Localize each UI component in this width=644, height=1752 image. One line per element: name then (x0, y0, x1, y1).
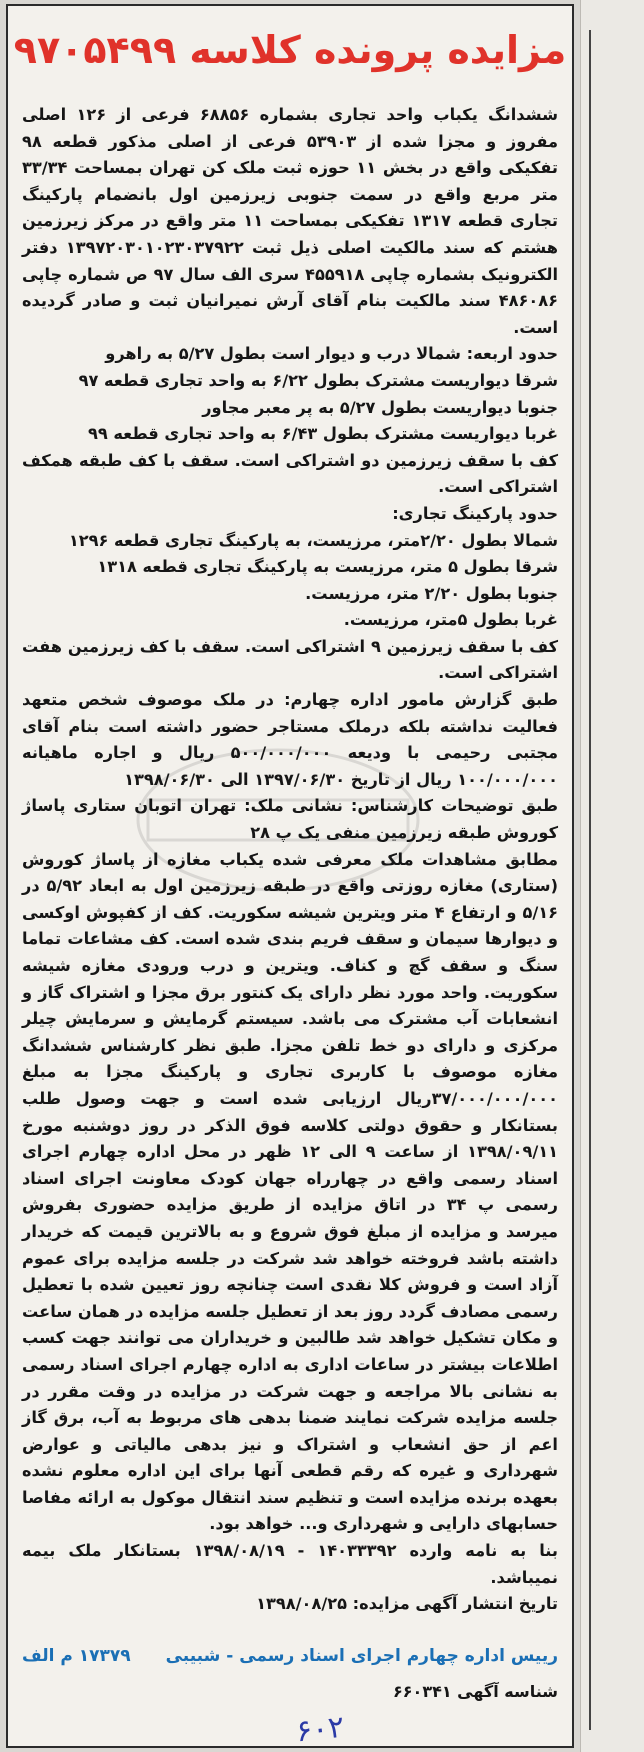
signature-authority: رییس اداره چهارم اجرای اسناد رسمی - شبیبی (165, 1646, 558, 1666)
property-description: ششدانگ یکباب واحد تجاری بشماره ۶۸۸۵۶ فرعی از ۱۲۶ اصلی مفروز و مجزا شده از ۵۳۹۰۳ فرعی از اصلی مذکور قطعه ۹۸ تفکیکی واقع در بخش ۱۱ حوزه ثبت ملک کن تهران بمساحت ۳۳/۳۴ متر مربع واقع در سمت جنوبی زیرزمین اول بانضمام پارکینگ تجاری قطعه ۱۳۱۷ تفکیکی بمساحت ۱۱ متر واقع در مرکز زیرزمین هشتم که سند مالکیت اصلی ذیل ثبت ۱۳۹۷۲۰۳۰۱۰۲۳۰۳۷۹۲۲ دفتر الکترونیک بشماره چاپی ۴۵۵۹۱۸ سری الف سال ۹۷ ص شماره چاپی ۴۸۶۰۸۶ سند مالکیت بنام آقای آرش نمیرانیان ثبت و صادر گردیده است. (22, 105, 558, 337)
expert-address: طبق توضیحات کارشناس: نشانی ملک: تهران اتوبان ستاری پاساژ کوروش طبقه زیرزمین منفی یک پ ۲۸ (22, 796, 558, 843)
ad-id: شناسه آگهی ۶۶۰۳۴۱ (393, 1682, 558, 1701)
parking-floor-note: کف با سقف زیرزمین ۹ اشتراکی است. سقف با کف زیرزمین هفت اشتراکی است. (22, 636, 558, 683)
parking-east: شرقا بطول ۵ متر، مرزیست به پارکینگ تجاری قطعه ۱۳۱۸ (97, 557, 558, 577)
officer-report: طبق گزارش مامور اداره چهارم: در ملک موصوف شخص متعهد فعالیت نداشته بلکه درملک مستاجر حضور داشته است بنام آقای مجتبی رحیمی با ودیعه ۵۰۰/۰۰۰/۰۰۰ ریال و اجاره ماهیانه ۱۰۰/۰۰۰/۰۰۰ ریال از تاریخ ۱۳۹۷/۰۶/۳۰ الی ۱۳۹۸/۰۶/۳۰ (22, 690, 558, 789)
publish-date: تاریخ انتشار آگهی مزایده: ۱۳۹۸/۰۸/۲۵ (256, 1594, 558, 1614)
boundary-west: غربا دیواریست مشترک بطول ۶/۴۳ به واحد تجاری قطعه ۹۹ (87, 424, 558, 444)
notice-title: مزایده پرونده کلاسه ۹۷۰۵۴۹۹ (13, 28, 567, 72)
floor-ceiling-note: کف با سقف زیرزمین دو اشتراکی است. سقف با کف طبقه همکف اشتراکی است. (22, 450, 558, 497)
parking-west: غربا بطول ۵متر، مرزیست. (343, 610, 558, 630)
handwritten-number: ۶۰۲ (294, 1709, 347, 1750)
signature-row (22, 1646, 558, 1666)
expert-description: مطابق مشاهدات ملک معرفی شده یکباب مغازه از پاساژ کوروش (ستاری) مغازه روزتی واقع در طبقه زیرزمین اول به ابعاد ۵/۹۲ در ۵/۱۶ و ارتفاع ۴ متر ویترین شیشه سکوریت. کف از کفپوش اوکسی و دیوارها سیمان و سقف فریم بندی شده است. کف مشاعات تماما سنگ و سقف گچ و کناف. ویترین و درب ورودی مغازه شیشه سکوریت. واحد مورد نظر دارای یک کنتور برق مجزا و اشتراک گاز و انشعابات آب مشترک می باشد. سیستم گرمایش و سرمایش چیلر مرکزی و دارای دو خط تلفن مجزا. طبق نظر کارشناس ششدانگ مغازه موصوف با کاربری تجاری و پارکینگ مجزا به مبلغ ۳۷/۰۰۰/۰۰۰/۰۰۰ریال ارزیابی شده است و جهت وصول طلب بستانکار و حقوق دولتی کلاسه فوق الذکر در روز دوشنبه مورخ ۱۳۹۸/۰۹/۱۱ از ساعت ۹ الی ۱۲ ظهر در محل اداره چهارم اجرای اسناد رسمی واقع در چهارراه جهان کودک معاونت اجرای اسناد رسمی پ ۳۴ در اتاق مزایده از طریق مزایده حضوری بفروش میرسد و مزایده از مبلغ فوق شروع و به بالاترین قیمت که خریدار داشته باشد فروخته خواهد شد شرکت در جلسه مزایده برای عموم آزاد است و فروش کلا نقدی است چنانچه روز تعیین شده با تعطیل رسمی مصادف گردد روز بعد از تعطیل جلسه مزایده در همان ساعت و مکان تشکیل خواهد شد طالبین و خریداران می توانند جهت کسب اطلاعات بیشتر در ساعات اداری به اداره چهارم اجرای اسناد رسمی به نشانی بالا مراجعه و جهت شرکت در مزایده در وقت مقرر در جلسه مزایده شرکت نمایند ضمنا بدهی های مربوط به آب، برق گاز اعم از حق انشعاب و اشتراک و نیز بدهی مالیاتی و عوارض شهرداری و غیره که رقم قطعی آنها برای این اداره معلوم نشده بعهده برنده مزایده است و تنظیم سند انتقال موکول به ارائه مفاصا حسابهای دارایی و شهرداری و... خواهد بود. (22, 849, 558, 1534)
boundary-south: جنوبا دیواریست بطول ۵/۲۷ به پر معبر مجاور (202, 397, 558, 417)
boundary-north: حدود اربعه: شمالا درب و دیوار است بطول ۵/۲۷ به راهرو (105, 344, 558, 364)
parking-north: شمالا بطول ۲/۲۰متر، مرزیست، به پارکینگ تجاری قطعه ۱۲۹۶ (68, 530, 558, 550)
insurance-note: بنا به نامه وارده ۱۴۰۳۳۳۹۲ - ۱۳۹۸/۰۸/۱۹ بستانکار ملک بیمه نمیباشد. (22, 1541, 558, 1587)
adjacent-border-line (589, 30, 591, 1730)
ad-id-row (22, 1682, 558, 1701)
parking-south: جنوبا بطول ۲/۲۰ متر، مرزیست. (305, 583, 558, 603)
adjacent-clipping-edge (580, 0, 644, 1752)
parking-boundaries-heading: حدود پارکینگ تجاری: (392, 503, 558, 523)
boundary-east: شرقا دیواریست مشترک بطول ۶/۲۲ به واحد تجاری قطعه ۹۷ (78, 370, 558, 390)
notice-body (22, 102, 558, 1618)
notice-clipping (6, 4, 574, 1748)
signature-code: ۱۷۳۷۹ م الف (22, 1646, 131, 1666)
